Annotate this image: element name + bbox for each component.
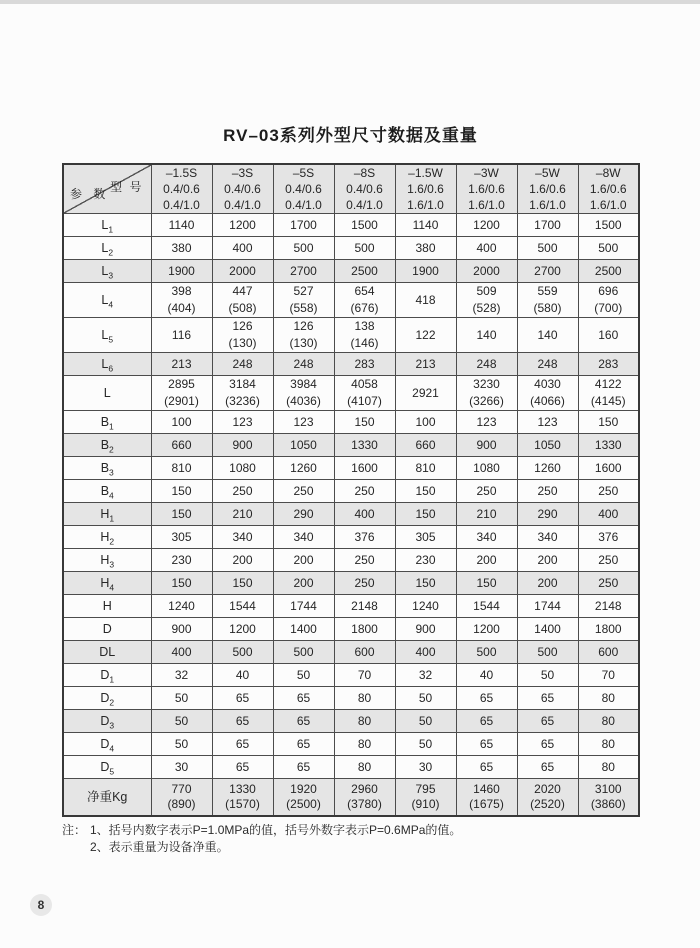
value-cell: 1544 — [456, 595, 517, 618]
value-cell: 116 — [151, 318, 212, 353]
value-cell: 65 — [273, 710, 334, 733]
value-cell: 65 — [273, 733, 334, 756]
row-label: $D_2$ — [63, 687, 151, 710]
value-cell: 150 — [456, 572, 517, 595]
value-cell: 1500 — [334, 214, 395, 237]
table-row — [63, 549, 639, 572]
value-cell: 3230 (3266) — [456, 376, 517, 411]
value-cell: 200 — [517, 572, 578, 595]
column-header: –3S 0.4/0.6 0.4/1.0 — [212, 164, 273, 214]
value-cell: 770 (890) — [151, 779, 212, 817]
value-cell: 80 — [578, 756, 639, 779]
value-cell: 150 — [334, 411, 395, 434]
value-cell: 447 (508) — [212, 283, 273, 318]
value-cell: 1900 — [395, 260, 456, 283]
value-cell: 100 — [395, 411, 456, 434]
value-cell: 123 — [456, 411, 517, 434]
value-cell: 527 (558) — [273, 283, 334, 318]
row-label: $D_5$ — [63, 756, 151, 779]
value-cell: 290 — [517, 503, 578, 526]
value-cell: 150 — [395, 480, 456, 503]
row-label: 净重Kg — [63, 779, 151, 817]
value-cell: 4122 (4145) — [578, 376, 639, 411]
value-cell: 1240 — [151, 595, 212, 618]
value-cell: 230 — [395, 549, 456, 572]
value-cell: 1544 — [212, 595, 273, 618]
row-label: $L_4$ — [63, 283, 151, 318]
value-cell: 250 — [578, 549, 639, 572]
table-row — [63, 480, 639, 503]
column-header: –3W 1.6/0.6 1.6/1.0 — [456, 164, 517, 214]
value-cell: 400 — [151, 641, 212, 664]
value-cell: 65 — [212, 710, 273, 733]
column-header: –8S 0.4/0.6 0.4/1.0 — [334, 164, 395, 214]
row-label: $D_1$ — [63, 664, 151, 687]
value-cell: 160 — [578, 318, 639, 353]
value-cell: 65 — [273, 756, 334, 779]
corner-label-param: 参 数 — [70, 187, 110, 201]
row-label: $H_4$ — [63, 572, 151, 595]
value-cell: 500 — [578, 237, 639, 260]
value-cell: 248 — [212, 353, 273, 376]
value-cell: 340 — [273, 526, 334, 549]
value-cell: 810 — [151, 457, 212, 480]
value-cell: 138 (146) — [334, 318, 395, 353]
table-header — [63, 164, 639, 214]
value-cell: 340 — [212, 526, 273, 549]
value-cell: 660 — [395, 434, 456, 457]
value-cell: 2148 — [334, 595, 395, 618]
value-cell: 123 — [273, 411, 334, 434]
value-cell: 250 — [578, 480, 639, 503]
notes-lines — [90, 822, 461, 856]
table-row — [63, 618, 639, 641]
value-cell: 123 — [517, 411, 578, 434]
value-cell: 1200 — [456, 618, 517, 641]
value-cell: 213 — [395, 353, 456, 376]
value-cell: 1744 — [517, 595, 578, 618]
table-row — [63, 283, 639, 318]
table-row — [63, 733, 639, 756]
value-cell: 1460 (1675) — [456, 779, 517, 817]
value-cell: 500 — [517, 641, 578, 664]
value-cell: 1920 (2500) — [273, 779, 334, 817]
document-page — [62, 0, 639, 856]
value-cell: 500 — [334, 237, 395, 260]
value-cell: 40 — [456, 664, 517, 687]
value-cell: 50 — [395, 687, 456, 710]
value-cell: 50 — [151, 733, 212, 756]
value-cell: 900 — [212, 434, 273, 457]
value-cell: 65 — [456, 733, 517, 756]
value-cell: 200 — [212, 549, 273, 572]
row-label: L — [63, 376, 151, 411]
value-cell: 80 — [578, 733, 639, 756]
value-cell: 376 — [334, 526, 395, 549]
value-cell: 50 — [273, 664, 334, 687]
value-cell: 50 — [395, 733, 456, 756]
value-cell: 250 — [334, 549, 395, 572]
value-cell: 1200 — [456, 214, 517, 237]
value-cell: 150 — [151, 503, 212, 526]
value-cell: 418 — [395, 283, 456, 318]
table-row — [63, 526, 639, 549]
value-cell: 696 (700) — [578, 283, 639, 318]
table-row — [63, 595, 639, 618]
value-cell: 1050 — [517, 434, 578, 457]
value-cell: 1140 — [395, 214, 456, 237]
value-cell: 2921 — [395, 376, 456, 411]
value-cell: 600 — [578, 641, 639, 664]
value-cell: 400 — [212, 237, 273, 260]
value-cell: 123 — [212, 411, 273, 434]
value-cell: 150 — [151, 480, 212, 503]
value-cell: 80 — [334, 756, 395, 779]
value-cell: 1700 — [517, 214, 578, 237]
value-cell: 65 — [212, 733, 273, 756]
table-row — [63, 237, 639, 260]
value-cell: 1080 — [212, 457, 273, 480]
table-row — [63, 318, 639, 353]
value-cell: 248 — [517, 353, 578, 376]
value-cell: 70 — [334, 664, 395, 687]
value-cell: 600 — [334, 641, 395, 664]
value-cell: 4030 (4066) — [517, 376, 578, 411]
value-cell: 65 — [212, 756, 273, 779]
table-row — [63, 411, 639, 434]
table-row — [63, 572, 639, 595]
value-cell: 2700 — [517, 260, 578, 283]
note-line: 1、括号内数字表示P=1.0MPa的值，括号外数字表示P=0.6MPa的值。 — [90, 823, 462, 837]
table-row — [63, 687, 639, 710]
row-label: $B_4$ — [63, 480, 151, 503]
value-cell: 80 — [334, 733, 395, 756]
value-cell: 1260 — [273, 457, 334, 480]
row-label: $H_1$ — [63, 503, 151, 526]
value-cell: 32 — [151, 664, 212, 687]
row-label: $L_3$ — [63, 260, 151, 283]
value-cell: 248 — [273, 353, 334, 376]
value-cell: 100 — [151, 411, 212, 434]
table-row — [63, 457, 639, 480]
value-cell: 380 — [151, 237, 212, 260]
row-label: $L_5$ — [63, 318, 151, 353]
value-cell: 250 — [334, 480, 395, 503]
value-cell: 1400 — [273, 618, 334, 641]
value-cell: 250 — [273, 480, 334, 503]
value-cell: 500 — [273, 641, 334, 664]
value-cell: 376 — [578, 526, 639, 549]
value-cell: 150 — [151, 572, 212, 595]
value-cell: 1400 — [517, 618, 578, 641]
value-cell: 122 — [395, 318, 456, 353]
value-cell: 2960 (3780) — [334, 779, 395, 817]
table-row — [63, 779, 639, 817]
value-cell: 210 — [456, 503, 517, 526]
value-cell: 40 — [212, 664, 273, 687]
value-cell: 290 — [273, 503, 334, 526]
value-cell: 2700 — [273, 260, 334, 283]
header-row — [63, 164, 639, 214]
value-cell: 1140 — [151, 214, 212, 237]
value-cell: 340 — [517, 526, 578, 549]
table-row — [63, 710, 639, 733]
value-cell: 150 — [395, 572, 456, 595]
value-cell: 795 (910) — [395, 779, 456, 817]
value-cell: 1700 — [273, 214, 334, 237]
row-label: $B_3$ — [63, 457, 151, 480]
row-label: $D_3$ — [63, 710, 151, 733]
value-cell: 2148 — [578, 595, 639, 618]
value-cell: 2020 (2520) — [517, 779, 578, 817]
value-cell: 900 — [456, 434, 517, 457]
column-header: –5S 0.4/0.6 0.4/1.0 — [273, 164, 334, 214]
value-cell: 80 — [334, 710, 395, 733]
value-cell: 30 — [395, 756, 456, 779]
value-cell: 210 — [212, 503, 273, 526]
value-cell: 65 — [456, 687, 517, 710]
page-title: RV–03系列外型尺寸数据及重量 — [223, 126, 478, 145]
row-label: H — [63, 595, 151, 618]
value-cell: 2500 — [334, 260, 395, 283]
value-cell: 1200 — [212, 618, 273, 641]
page-number-badge: 8 — [30, 894, 52, 916]
corner-label-model: 型 号 — [110, 180, 144, 194]
notes-prefix: 注： — [62, 823, 87, 837]
value-cell: 1330 (1570) — [212, 779, 273, 817]
value-cell: 380 — [395, 237, 456, 260]
value-cell: 50 — [395, 710, 456, 733]
value-cell: 500 — [456, 641, 517, 664]
value-cell: 400 — [456, 237, 517, 260]
table-row — [63, 641, 639, 664]
column-header: –1.5W 1.6/0.6 1.6/1.0 — [395, 164, 456, 214]
value-cell: 1800 — [578, 618, 639, 641]
value-cell: 65 — [517, 710, 578, 733]
value-cell: 900 — [395, 618, 456, 641]
value-cell: 250 — [517, 480, 578, 503]
value-cell: 80 — [578, 687, 639, 710]
value-cell: 200 — [456, 549, 517, 572]
value-cell: 230 — [151, 549, 212, 572]
value-cell: 500 — [212, 641, 273, 664]
note-line: 2、表示重量为设备净重。 — [90, 840, 229, 854]
value-cell: 305 — [395, 526, 456, 549]
value-cell: 65 — [517, 756, 578, 779]
notes — [62, 822, 639, 856]
table-row — [63, 503, 639, 526]
row-label: $L_6$ — [63, 353, 151, 376]
corner-cell — [63, 164, 151, 214]
value-cell: 1900 — [151, 260, 212, 283]
value-cell: 400 — [578, 503, 639, 526]
value-cell: 500 — [517, 237, 578, 260]
value-cell: 50 — [151, 687, 212, 710]
value-cell: 65 — [273, 687, 334, 710]
value-cell: 65 — [212, 687, 273, 710]
value-cell: 2000 — [456, 260, 517, 283]
value-cell: 250 — [456, 480, 517, 503]
row-label: DL — [63, 641, 151, 664]
value-cell: 65 — [517, 733, 578, 756]
value-cell: 283 — [334, 353, 395, 376]
value-cell: 200 — [273, 572, 334, 595]
value-cell: 2500 — [578, 260, 639, 283]
row-label: $H_2$ — [63, 526, 151, 549]
dimensions-table — [62, 163, 640, 817]
value-cell: 1080 — [456, 457, 517, 480]
value-cell: 1260 — [517, 457, 578, 480]
value-cell: 65 — [456, 756, 517, 779]
value-cell: 400 — [334, 503, 395, 526]
value-cell: 250 — [334, 572, 395, 595]
value-cell: 340 — [456, 526, 517, 549]
table-body — [63, 214, 639, 817]
value-cell: 140 — [517, 318, 578, 353]
value-cell: 250 — [578, 572, 639, 595]
value-cell: 283 — [578, 353, 639, 376]
value-cell: 150 — [395, 503, 456, 526]
value-cell: 660 — [151, 434, 212, 457]
table-row — [63, 664, 639, 687]
value-cell: 65 — [517, 687, 578, 710]
value-cell: 1330 — [334, 434, 395, 457]
value-cell: 400 — [395, 641, 456, 664]
column-header: –1.5S 0.4/0.6 0.4/1.0 — [151, 164, 212, 214]
value-cell: 70 — [578, 664, 639, 687]
value-cell: 1600 — [334, 457, 395, 480]
value-cell: 1744 — [273, 595, 334, 618]
value-cell: 200 — [517, 549, 578, 572]
value-cell: 559 (580) — [517, 283, 578, 318]
value-cell: 126 (130) — [212, 318, 273, 353]
value-cell: 4058 (4107) — [334, 376, 395, 411]
table-row — [63, 434, 639, 457]
value-cell: 305 — [151, 526, 212, 549]
value-cell: 1240 — [395, 595, 456, 618]
value-cell: 900 — [151, 618, 212, 641]
value-cell: 213 — [151, 353, 212, 376]
value-cell: 654 (676) — [334, 283, 395, 318]
value-cell: 1050 — [273, 434, 334, 457]
value-cell: 1800 — [334, 618, 395, 641]
value-cell: 1200 — [212, 214, 273, 237]
value-cell: 1600 — [578, 457, 639, 480]
value-cell: 150 — [578, 411, 639, 434]
row-label: $L_2$ — [63, 237, 151, 260]
value-cell: 50 — [517, 664, 578, 687]
value-cell: 248 — [456, 353, 517, 376]
value-cell: 398 (404) — [151, 283, 212, 318]
value-cell: 50 — [151, 710, 212, 733]
value-cell: 500 — [273, 237, 334, 260]
value-cell: 250 — [212, 480, 273, 503]
value-cell: 509 (528) — [456, 283, 517, 318]
value-cell: 810 — [395, 457, 456, 480]
row-label: $D_4$ — [63, 733, 151, 756]
table-row — [63, 376, 639, 411]
value-cell: 3100 (3860) — [578, 779, 639, 817]
value-cell: 150 — [212, 572, 273, 595]
table-row — [63, 756, 639, 779]
value-cell: 1500 — [578, 214, 639, 237]
value-cell: 80 — [334, 687, 395, 710]
row-label: $B_1$ — [63, 411, 151, 434]
value-cell: 126 (130) — [273, 318, 334, 353]
row-label: $B_2$ — [63, 434, 151, 457]
value-cell: 80 — [578, 710, 639, 733]
value-cell: 2895 (2901) — [151, 376, 212, 411]
value-cell: 1330 — [578, 434, 639, 457]
value-cell: 2000 — [212, 260, 273, 283]
value-cell: 65 — [456, 710, 517, 733]
value-cell: 140 — [456, 318, 517, 353]
column-header: –8W 1.6/0.6 1.6/1.0 — [578, 164, 639, 214]
row-label: $H_3$ — [63, 549, 151, 572]
value-cell: 30 — [151, 756, 212, 779]
table-row — [63, 353, 639, 376]
value-cell: 3984 (4036) — [273, 376, 334, 411]
table-row — [63, 260, 639, 283]
row-label: $L_1$ — [63, 214, 151, 237]
row-label: D — [63, 618, 151, 641]
value-cell: 200 — [273, 549, 334, 572]
column-header: –5W 1.6/0.6 1.6/1.0 — [517, 164, 578, 214]
value-cell: 3184 (3236) — [212, 376, 273, 411]
table-row — [63, 214, 639, 237]
value-cell: 32 — [395, 664, 456, 687]
